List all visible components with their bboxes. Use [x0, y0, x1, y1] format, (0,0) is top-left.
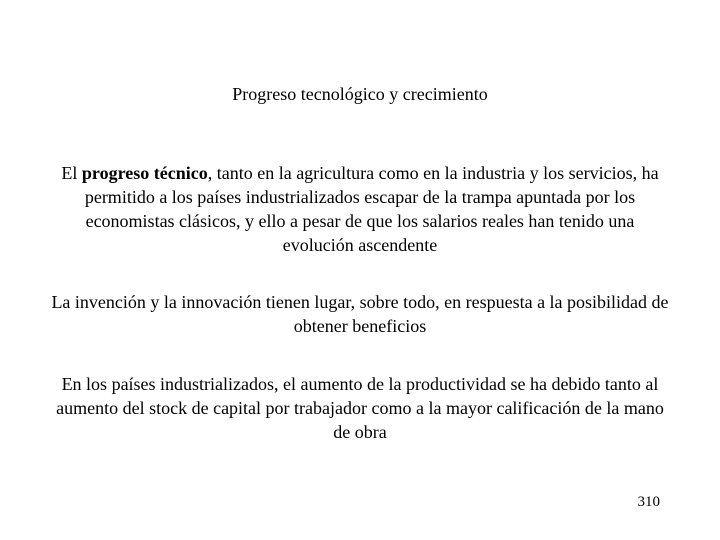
slide-title: Progreso tecnológico y crecimiento [232, 84, 488, 104]
paragraph-progreso-tecnico [50, 161, 670, 257]
paragraph-invencion: La invención y la innovación tienen lugar, sobre todo, en respuesta a la posibilidad de obtener beneficios [51, 292, 669, 336]
paragraph-productividad: En los países industrializados, el aumento de la productividad se ha debido tanto al aumento del stock de capital por trabajador como a la mayor calificación de la mano de obra [56, 374, 664, 442]
paragraph-suffix: , tanto en la agricultura como en la industria y los servicios, ha permitido a los países industrializados escapar de la trampa apuntada por los economistas clásicos, y ello a pesar de que los salarios reales han tenido una evolución ascendente [84, 163, 659, 255]
paragraph-prefix: El [61, 163, 82, 183]
page-number: 310 [637, 494, 660, 510]
bold-term: progreso técnico [81, 163, 208, 183]
